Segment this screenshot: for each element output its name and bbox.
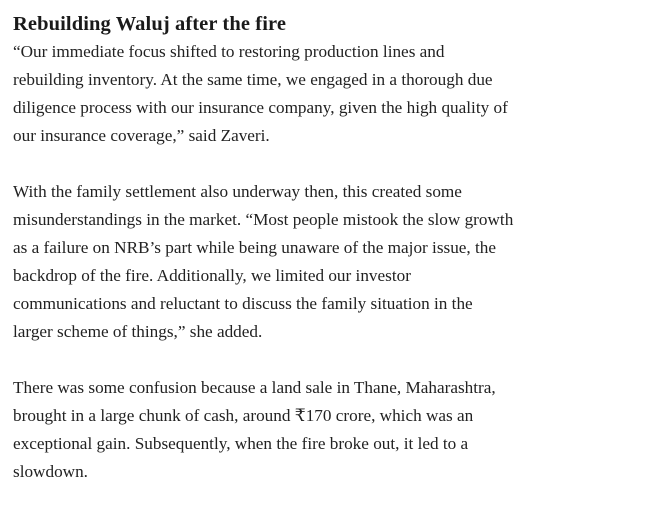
paragraph-line: rebuilding inventory. At the same time, we engaged in a thorough due (13, 70, 493, 89)
paragraph-line: diligence process with our insurance company, given the high quality of (13, 98, 508, 117)
paragraph-line: brought in a large chunk of cash, around ₹170 crore, which was an (13, 406, 474, 425)
paragraph-2 (13, 178, 643, 346)
paragraph-line: our insurance coverage,” said Zaveri. (13, 126, 270, 145)
article-body (13, 10, 643, 514)
paragraph-line: as a failure on NRB’s part while being unaware of the major issue, the (13, 238, 497, 257)
paragraph-line: With the family settlement also underway then, this created some (13, 182, 462, 201)
paragraph-line: larger scheme of things,” she added. (13, 322, 263, 341)
paragraph-line: slowdown. (13, 462, 88, 481)
paragraph-1 (13, 38, 643, 150)
paragraph-3 (13, 374, 643, 486)
paragraph-line: communications and reluctant to discuss the family situation in the (13, 294, 473, 313)
paragraph-line: There was some confusion because a land sale in Thane, Maharashtra, (13, 378, 496, 397)
paragraph-line: misunderstandings in the market. “Most people mistook the slow growth (13, 210, 514, 229)
paragraph-line: backdrop of the fire. Additionally, we limited our investor (13, 266, 411, 285)
paragraph-line: exceptional gain. Subsequently, when the fire broke out, it led to a (13, 434, 469, 453)
paragraph-line: “Our immediate focus shifted to restoring production lines and (13, 42, 445, 61)
section-heading: Rebuilding Waluj after the fire (13, 13, 287, 35)
